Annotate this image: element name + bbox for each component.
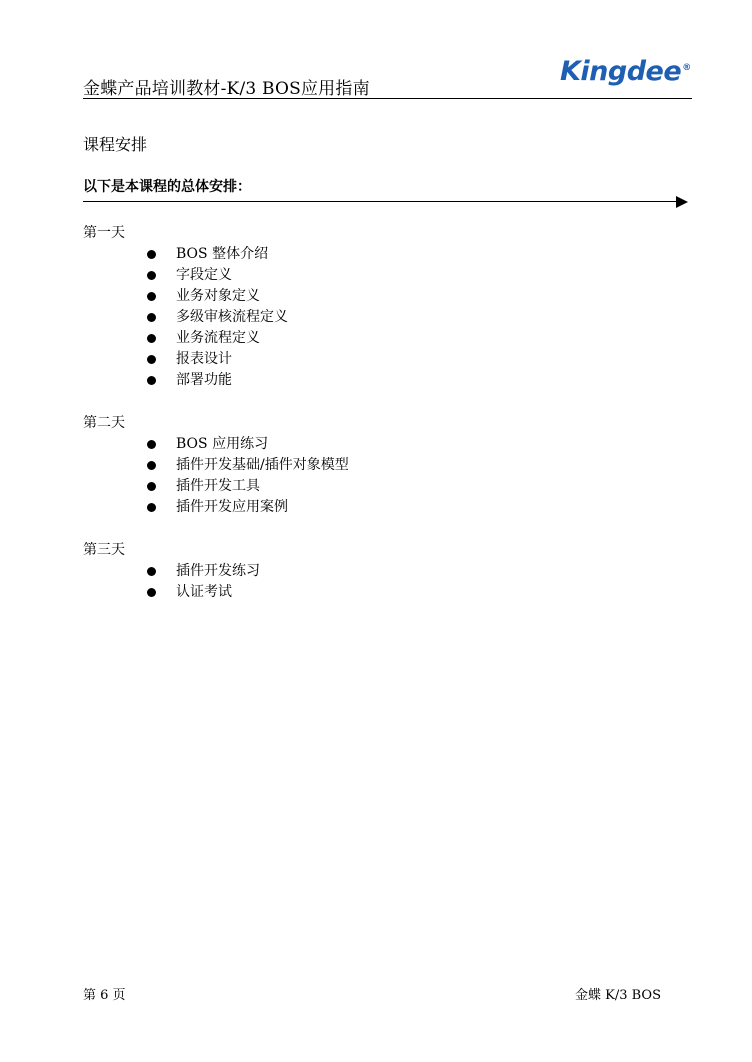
bullet-icon (147, 271, 156, 280)
footer-page-number: 第 6 页 (83, 988, 126, 1003)
day-title: 第二天 (83, 415, 125, 431)
bullet-icon (147, 461, 156, 470)
list-item-label: BOS 应用练习 (176, 436, 269, 452)
list-item (83, 455, 349, 476)
list-item (83, 349, 288, 370)
list-item-label: BOS 整体介绍 (176, 246, 269, 262)
list-item (83, 370, 288, 391)
kingdee-logo (560, 56, 691, 87)
list-item-label: 部署功能 (176, 372, 232, 388)
list-item-label: 插件开发应用案例 (176, 499, 288, 515)
bullet-icon (147, 355, 156, 364)
list-item (83, 307, 288, 328)
list-item (83, 328, 288, 349)
timeline-arrow-line (83, 201, 677, 202)
list-item-label: 插件开发工具 (176, 478, 260, 494)
section-title: 课程安排 (83, 135, 148, 154)
list-item-label: 业务流程定义 (176, 330, 260, 346)
list-item (83, 244, 288, 265)
day-item-list (83, 244, 288, 391)
logo-wordmark: Kingdee (560, 56, 682, 87)
bullet-icon (147, 313, 156, 322)
bullet-icon (147, 503, 156, 512)
list-item (83, 265, 288, 286)
bullet-icon (147, 334, 156, 343)
list-item (83, 434, 349, 455)
list-item (83, 286, 288, 307)
bullet-icon (147, 250, 156, 259)
day-item-list (83, 434, 349, 518)
day-item-list (83, 561, 260, 603)
list-item (83, 476, 349, 497)
list-item-label: 认证考试 (176, 584, 232, 600)
bullet-icon (147, 482, 156, 491)
header-divider (83, 98, 692, 99)
arrow-right-icon (676, 196, 688, 208)
list-item-label: 字段定义 (176, 267, 232, 283)
list-item (83, 561, 260, 582)
day-block-1 (83, 222, 288, 391)
bullet-icon (147, 440, 156, 449)
intro-text: 以下是本课程的总体安排： (83, 179, 251, 195)
footer-product-name: 金蝶 K/3 BOS (575, 988, 661, 1003)
day-title: 第一天 (83, 225, 125, 241)
day-block-2 (83, 412, 349, 518)
day-title: 第三天 (83, 542, 125, 558)
list-item-label: 插件开发练习 (176, 563, 260, 579)
list-item (83, 497, 349, 518)
list-item-label: 插件开发基础/插件对象模型 (176, 457, 349, 473)
bullet-icon (147, 588, 156, 597)
list-item-label: 多级审核流程定义 (176, 309, 288, 325)
list-item-label: 业务对象定义 (176, 288, 260, 304)
bullet-icon (147, 567, 156, 576)
list-item (83, 582, 260, 603)
list-item-label: 报表设计 (176, 351, 232, 367)
bullet-icon (147, 376, 156, 385)
bullet-icon (147, 292, 156, 301)
day-block-3 (83, 539, 260, 603)
header-title: 金蝶产品培训教材-K/3 BOS应用指南 (83, 79, 370, 99)
registered-mark-icon: ® (682, 63, 691, 73)
